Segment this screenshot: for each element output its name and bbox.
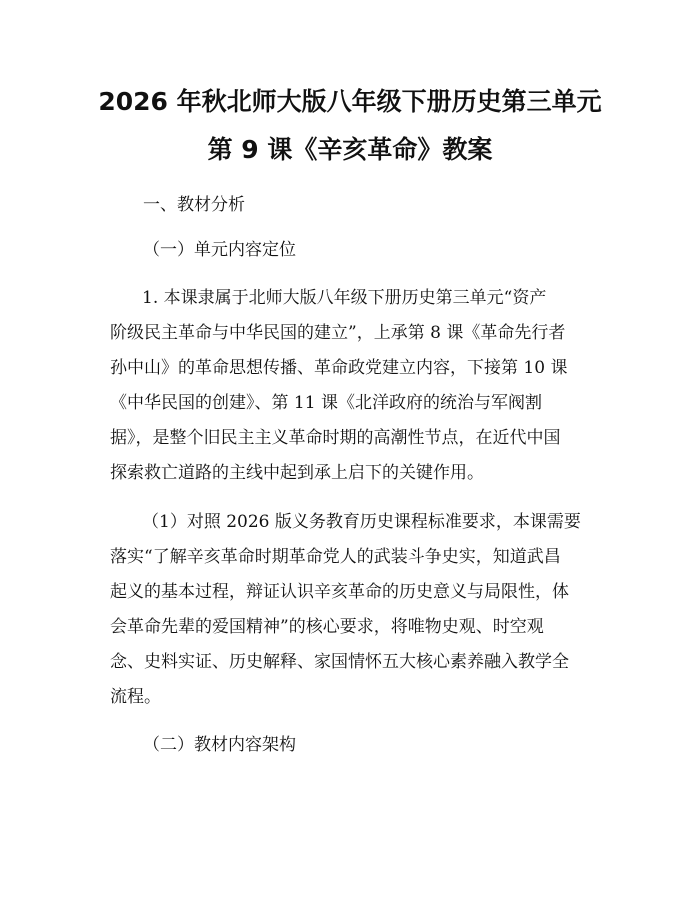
paragraph-1-line: 阶级民主革命与中华民国的建立”，上承第 8 课《革命先行者 — [110, 323, 566, 343]
paragraph-1-line: 探索救亡道路的主线中起到承上启下的关键作用。 — [110, 463, 484, 483]
paragraph-1-line: 《中华民国的创建》、第 11 课《北洋政府的统治与军阀割 — [110, 393, 542, 413]
section-heading: 一、教材分析 — [143, 195, 245, 215]
document-title-line-2: 第 9 课《辛亥革命》教案 — [207, 135, 493, 164]
paragraph-2 — [110, 505, 610, 715]
subsection-heading-1: （一）单元内容定位 — [143, 240, 296, 260]
paragraph-1-line: 孙中山》的革命思想传播、革命政党建立内容，下接第 10 课 — [110, 358, 568, 378]
subsection-heading-2: （二）教材内容架构 — [143, 735, 296, 755]
paragraph-2-line: （1）对照 2026 版义务教育历史课程标准要求，本课需要 — [142, 512, 581, 532]
paragraph-2-line: 流程。 — [110, 687, 161, 707]
paragraph-1 — [110, 281, 610, 491]
paragraph-2-line: 念、史料实证、历史解释、家国情怀五大核心素养融入教学全 — [110, 652, 569, 672]
paragraph-2-line: 落实“了解辛亥革命时期革命党人的武装斗争史实，知道武昌 — [110, 547, 561, 567]
document-title-line-1: 2026 年秋北师大版八年级下册历史第三单元 — [98, 87, 602, 116]
paragraph-1-line: 1. 本课隶属于北师大版八年级下册历史第三单元“资产 — [142, 288, 547, 308]
paragraph-2-line: 起义的基本过程，辩证认识辛亥革命的历史意义与局限性，体 — [110, 582, 569, 602]
paragraph-2-line: 会革命先辈的爱国精神”的核心要求，将唯物史观、时空观 — [110, 617, 544, 637]
paragraph-1-line: 据》，是整个旧民主主义革命时期的高潮性节点，在近代中国 — [110, 428, 561, 448]
